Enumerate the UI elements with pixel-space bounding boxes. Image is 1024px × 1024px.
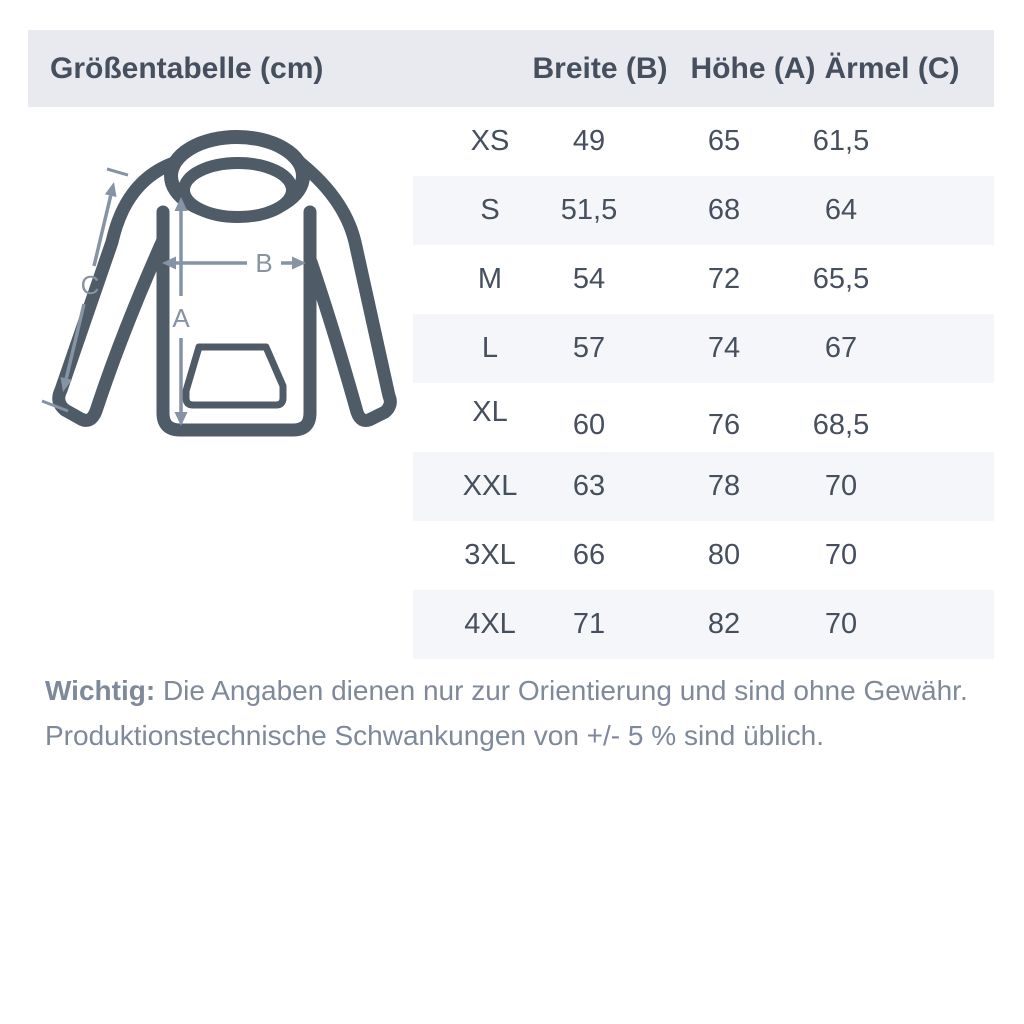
aermel-value: 65,5 xyxy=(812,263,870,295)
size-label: XXL xyxy=(462,470,518,502)
breite-value: 63 xyxy=(572,470,606,502)
label-c: C xyxy=(80,270,100,300)
size-label: M xyxy=(477,263,503,295)
table-title: Größentabelle (cm) xyxy=(50,52,324,85)
aermel-value: 61,5 xyxy=(812,125,870,157)
table-row xyxy=(413,452,994,521)
size-label: S xyxy=(480,194,500,226)
breite-value: 66 xyxy=(572,539,606,571)
label-b: B xyxy=(255,248,273,278)
table-row xyxy=(413,245,994,314)
hoehe-value: 76 xyxy=(707,409,741,441)
column-header-breite: Breite (B) xyxy=(532,52,668,85)
footer-line-1 xyxy=(45,668,985,713)
table-row xyxy=(413,590,994,659)
table-rows xyxy=(413,107,994,659)
size-label: XL xyxy=(472,396,508,428)
table-header xyxy=(28,30,994,107)
footer-line1-text: Die Angaben dienen nur zur Orientierung und sind ohne Gewähr. xyxy=(155,675,968,706)
size-label: 4XL xyxy=(464,608,516,640)
table-row xyxy=(413,176,994,245)
footer-bold-prefix: Wichtig: xyxy=(45,675,156,706)
size-label: XS xyxy=(470,125,510,157)
column-header-aermel: Ärmel (C) xyxy=(824,52,960,85)
hoodie-outline xyxy=(59,137,391,430)
footer-note xyxy=(45,668,985,758)
footer-line-2: Produktionstechnische Schwankungen von +/- 5 % sind üblich. xyxy=(45,720,825,751)
aermel-value: 68,5 xyxy=(812,409,870,441)
breite-value: 54 xyxy=(572,263,606,295)
hoehe-value: 78 xyxy=(707,470,741,502)
aermel-value: 70 xyxy=(824,608,858,640)
size-label: 3XL xyxy=(464,539,516,571)
hoehe-value: 65 xyxy=(707,125,741,157)
table-row xyxy=(413,314,994,383)
label-a: A xyxy=(172,303,190,333)
hoehe-value: 80 xyxy=(707,539,741,571)
hoehe-value: 82 xyxy=(707,608,741,640)
aermel-value: 67 xyxy=(824,332,858,364)
breite-value: 71 xyxy=(572,608,606,640)
table-row xyxy=(413,383,994,452)
column-header-hoehe: Höhe (A) xyxy=(690,52,816,85)
breite-value: 60 xyxy=(572,409,606,441)
aermel-value: 70 xyxy=(824,539,858,571)
hoehe-value: 68 xyxy=(707,194,741,226)
table-row xyxy=(413,107,994,176)
aermel-value: 70 xyxy=(824,470,858,502)
aermel-value: 64 xyxy=(824,194,858,226)
size-label: L xyxy=(481,332,499,364)
table-row xyxy=(413,521,994,590)
hoodie-diagram xyxy=(30,118,415,463)
hoehe-value: 74 xyxy=(707,332,741,364)
breite-value: 57 xyxy=(572,332,606,364)
hoehe-value: 72 xyxy=(707,263,741,295)
breite-value: 49 xyxy=(572,125,606,157)
breite-value: 51,5 xyxy=(560,194,618,226)
